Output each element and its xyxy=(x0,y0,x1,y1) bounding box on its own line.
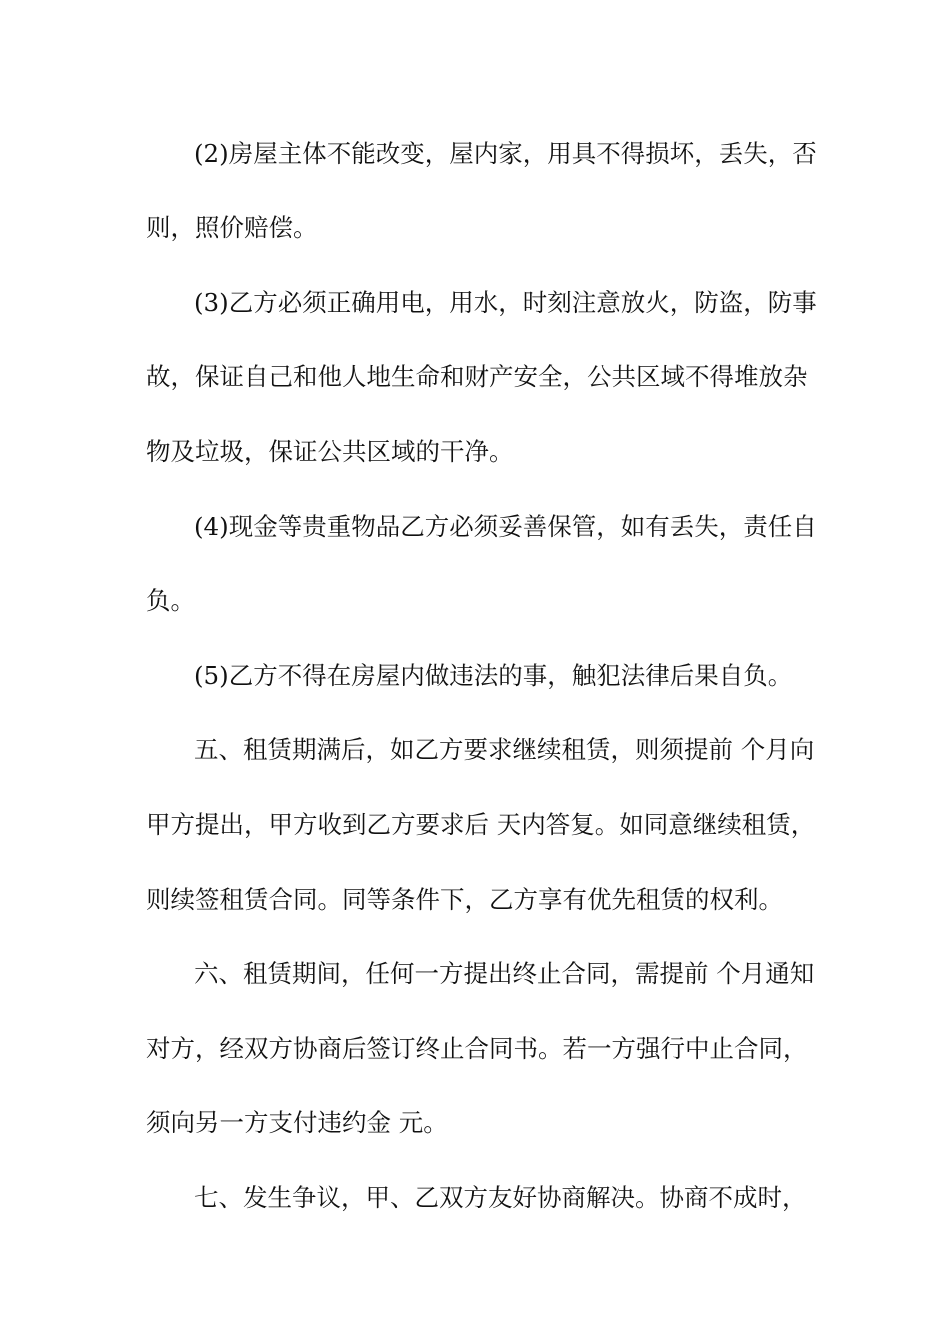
paragraph-line: 六、租赁期间，任何一方提出终止合同，需提前 个月通知 xyxy=(194,959,815,988)
paragraph-line: 对方，经双方协商后签订终止合同书。若一方强行中止合同， xyxy=(146,1034,808,1063)
paragraph-line: (2)房屋主体不能改变，屋内家，用具不得损坏，丢失，否 xyxy=(194,139,817,168)
paragraph-line: (3)乙方必须正确用电，用水，时刻注意放火，防盗，防事 xyxy=(194,288,817,317)
paragraph-line: 负。 xyxy=(146,586,195,615)
paragraph-line: 须向另一方支付违约金 元。 xyxy=(146,1108,448,1137)
paragraph-line: (4)现金等贵重物品乙方必须妥善保管，如有丢失，责任自 xyxy=(194,512,817,541)
paragraph-line: 则，照价赔偿。 xyxy=(146,213,318,242)
paragraph-line: 物及垃圾，保证公共区域的干净。 xyxy=(146,437,514,466)
paragraph-line: 七、发生争议，甲、乙双方友好协商解决。协商不成时， xyxy=(194,1183,807,1212)
paragraph-line: 五、租赁期满后，如乙方要求继续租赁，则须提前 个月向 xyxy=(194,735,815,764)
paragraph-line: 故，保证自己和他人地生命和财产安全，公共区域不得堆放杂 xyxy=(146,362,808,391)
paragraph-line: 甲方提出，甲方收到乙方要求后 天内答复。如同意继续租赁， xyxy=(146,810,816,839)
paragraph-line: (5)乙方不得在房屋内做违法的事，触犯法律后果自负。 xyxy=(194,661,793,690)
paragraph-line: 则续签租赁合同。同等条件下，乙方享有优先租赁的权利。 xyxy=(146,885,783,914)
